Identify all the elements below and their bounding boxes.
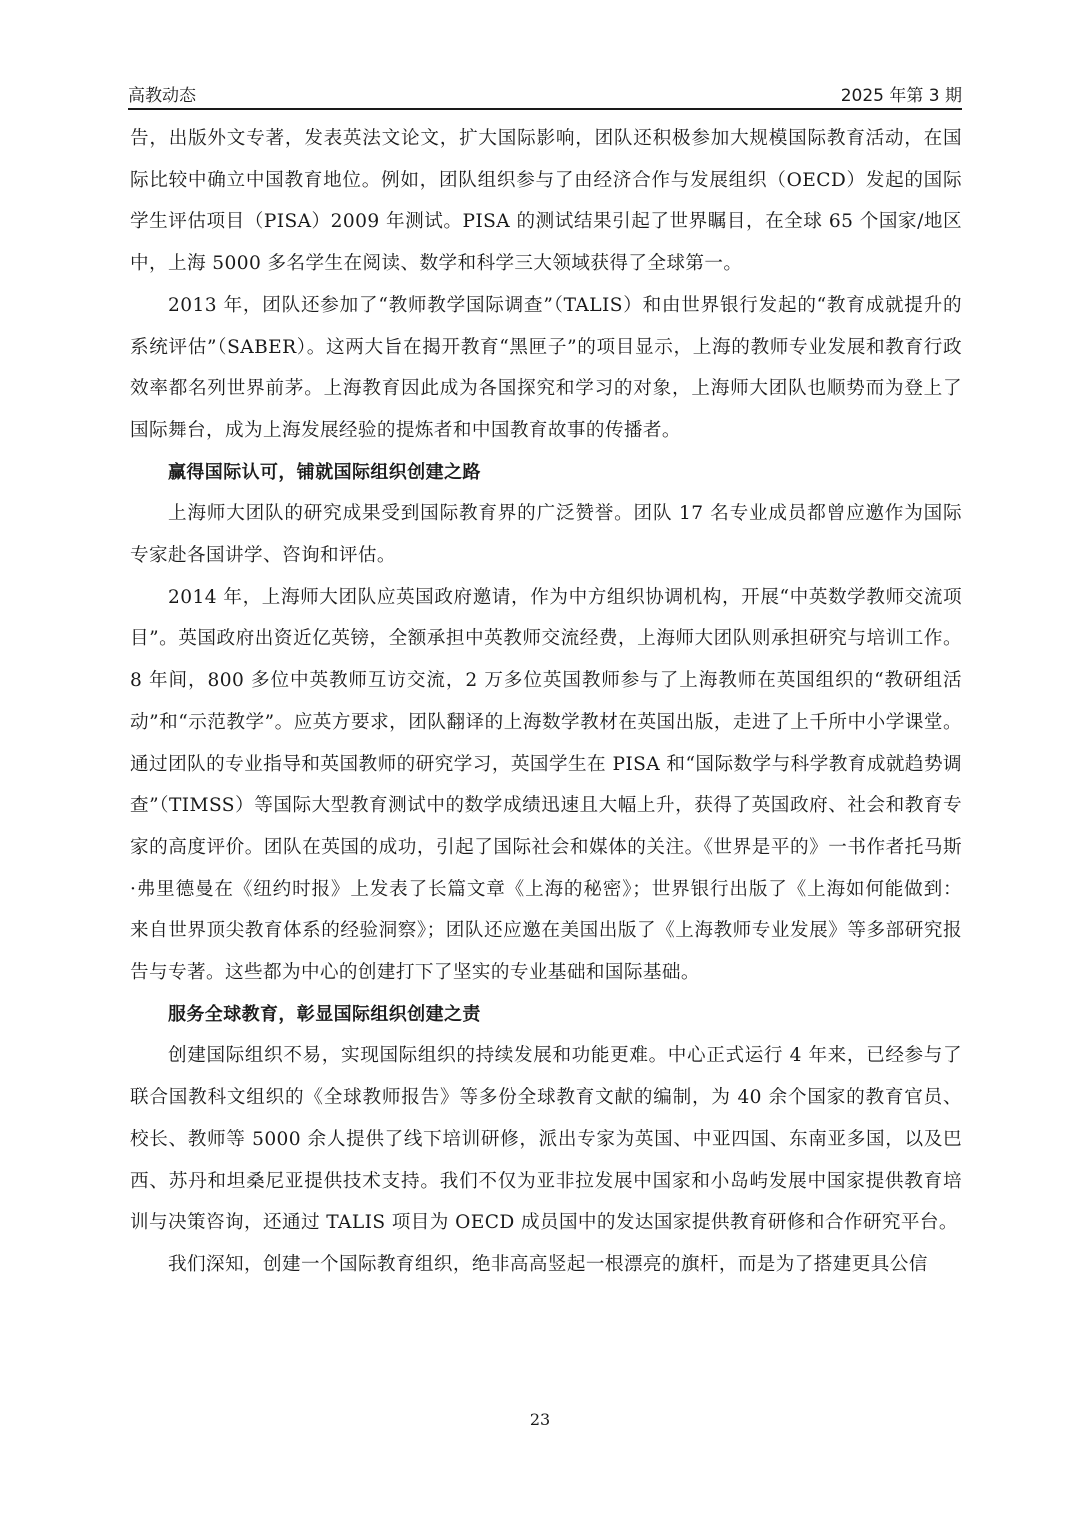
section-heading: 赢得国际认可，铺就国际组织创建之路 xyxy=(168,461,481,483)
issue-label: 2025 年第 3 期 xyxy=(840,86,962,106)
article-body xyxy=(130,118,962,1286)
paragraph: 我们深知，创建一个国际教育组织，绝非高高竖起一根漂亮的旗杆，而是为了搭建更具公信 xyxy=(168,1253,928,1275)
page-number: 23 xyxy=(529,1410,551,1429)
paragraph: 2013 年，团队还参加了“教师教学国际调查”（TALIS）和由世界银行发起的“教育成就提升的系统评估”（SABER）。这两大旨在揭开教育“黑匣子”的项目显示，上海的教师专业发展和教育行政效率都名列世界前茅。上海教育因此成为各国探究和学习的对象，上海师大团队也顺势而为登上了国际舞台，成为上海发展经验的提炼者和中国教育故事的传播者。 xyxy=(130,294,962,441)
paragraph: 2014 年，上海师大团队应英国政府邀请，作为中方组织协调机构，开展“中英数学教师交流项目”。英国政府出资近亿英镑，全额承担中英教师交流经费，上海师大团队则承担研究与培训工作。8 年间，800 多位中英教师互访交流，2 万多位英国教师参与了上海教师在英国组织的“教研组活动”和“示范教学”。应英方要求，团队翻译的上海数学教材在英国出版，走进了上千所中小学课堂。通过团队的专业指导和英国教师的研究学习，英国学生在 PISA 和“国际数学与科学教育成就趋势调查”（TIMSS）等国际大型教育测试中的数学成绩迅速且大幅上升，获得了英国政府、社会和教育专家的高度评价。团队在英国的成功，引起了国际社会和媒体的关注。《世界是平的》一书作者托马斯·弗里德曼在《纽约时报》上发表了长篇文章《上海的秘密》；世界银行出版了《上海如何能做到：来自世界顶尖教育体系的经验洞察》；团队还应邀在美国出版了《上海教师专业发展》等多部研究报告与专著。这些都为中心的创建打下了坚实的专业基础和国际基础。 xyxy=(130,586,962,984)
paragraph-continued: 告，出版外文专著，发表英法文论文，扩大国际影响，团队还积极参加大规模国际教育活动，在国际比较中确立中国教育地位。例如，团队组织参与了由经济合作与发展组织（OECD）发起的国际学生评估项目（PISA）2009 年测试。PISA 的测试结果引起了世界瞩目，在全球 65 个国家/地区中，上海 5000 多名学生在阅读、数学和科学三大领域获得了全球第一。 xyxy=(130,128,962,275)
header-divider xyxy=(128,108,962,110)
paragraph: 创建国际组织不易，实现国际组织的持续发展和功能更难。中心正式运行 4 年来，已经参与了联合国教科文组织的《全球教师报告》等多份全球教育文献的编制，为 40 余个国家的教育官员、校长、教师等 5000 余人提供了线下培训研修，派出专家为英国、中亚四国、东南亚多国，以及巴西、苏丹和坦桑尼亚提供技术支持。我们不仅为亚非拉发展中国家和小岛屿发展中国家提供教育培训与决策咨询，还通过 TALIS 项目为 OECD 成员国中的发达国家提供教育研修和合作研究平台。 xyxy=(130,1045,962,1234)
paragraph: 上海师大团队的研究成果受到国际教育界的广泛赞誉。团队 17 名专业成员都曾应邀作为国际专家赴各国讲学、咨询和评估。 xyxy=(130,503,962,567)
journal-name: 高教动态 xyxy=(128,86,196,106)
running-header xyxy=(128,76,962,112)
section-heading: 服务全球教育，彰显国际组织创建之责 xyxy=(168,1003,481,1025)
